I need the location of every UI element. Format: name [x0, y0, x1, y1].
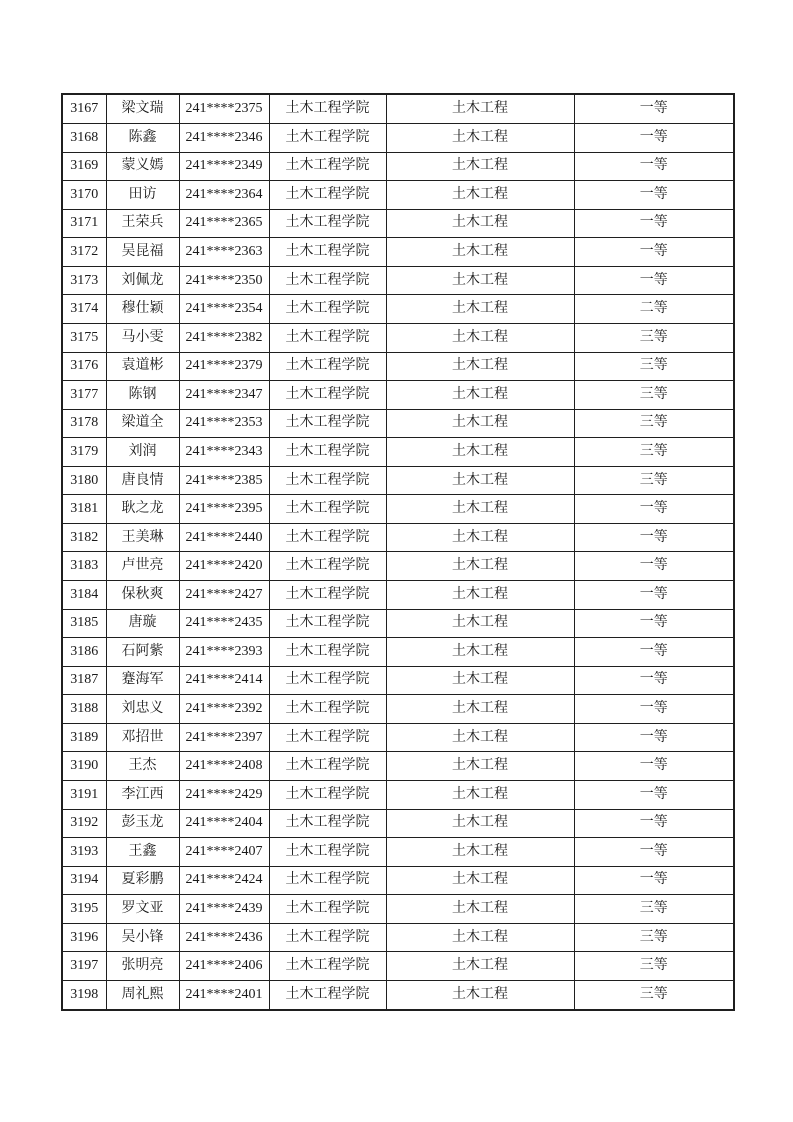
cell-name: 马小雯: [106, 323, 179, 352]
table-row: [62, 895, 734, 924]
cell-name: 王荣兵: [106, 209, 179, 238]
cell-award: 一等: [574, 609, 734, 638]
cell-award: 一等: [574, 523, 734, 552]
cell-award: 一等: [574, 181, 734, 210]
cell-index: 3189: [62, 723, 106, 752]
cell-id_masked: 241****2350: [179, 266, 269, 295]
cell-index: 3172: [62, 238, 106, 267]
cell-college: 土木工程学院: [269, 381, 386, 410]
cell-index: 3195: [62, 895, 106, 924]
cell-index: 3169: [62, 152, 106, 181]
table-row: [62, 352, 734, 381]
cell-award: 三等: [574, 409, 734, 438]
cell-index: 3194: [62, 866, 106, 895]
cell-major: 土木工程: [386, 838, 574, 867]
table-row: [62, 952, 734, 981]
cell-college: 土木工程学院: [269, 552, 386, 581]
cell-index: 3198: [62, 980, 106, 1010]
cell-name: 石阿紫: [106, 638, 179, 667]
cell-college: 土木工程学院: [269, 438, 386, 467]
cell-id_masked: 241****2354: [179, 295, 269, 324]
cell-id_masked: 241****2349: [179, 152, 269, 181]
cell-award: 一等: [574, 723, 734, 752]
cell-award: 一等: [574, 94, 734, 124]
cell-award: 三等: [574, 466, 734, 495]
cell-index: 3196: [62, 923, 106, 952]
table-row: [62, 209, 734, 238]
cell-id_masked: 241****2365: [179, 209, 269, 238]
cell-index: 3187: [62, 666, 106, 695]
cell-id_masked: 241****2347: [179, 381, 269, 410]
cell-index: 3188: [62, 695, 106, 724]
cell-name: 田访: [106, 181, 179, 210]
cell-college: 土木工程学院: [269, 809, 386, 838]
cell-name: 王鑫: [106, 838, 179, 867]
cell-id_masked: 241****2395: [179, 495, 269, 524]
cell-id_masked: 241****2382: [179, 323, 269, 352]
cell-major: 土木工程: [386, 866, 574, 895]
cell-name: 李江西: [106, 780, 179, 809]
cell-id_masked: 241****2392: [179, 695, 269, 724]
cell-major: 土木工程: [386, 466, 574, 495]
cell-award: 一等: [574, 552, 734, 581]
table-row: [62, 409, 734, 438]
cell-name: 穆仕颖: [106, 295, 179, 324]
cell-award: 一等: [574, 666, 734, 695]
cell-major: 土木工程: [386, 723, 574, 752]
table-row: [62, 381, 734, 410]
table-row: [62, 609, 734, 638]
cell-award: 一等: [574, 581, 734, 610]
cell-name: 吴昆福: [106, 238, 179, 267]
cell-college: 土木工程学院: [269, 609, 386, 638]
cell-index: 3184: [62, 581, 106, 610]
cell-index: 3197: [62, 952, 106, 981]
table-body: [62, 94, 734, 1010]
cell-award: 一等: [574, 752, 734, 781]
cell-index: 3180: [62, 466, 106, 495]
cell-award: 一等: [574, 266, 734, 295]
table-row: [62, 266, 734, 295]
cell-id_masked: 241****2436: [179, 923, 269, 952]
cell-college: 土木工程学院: [269, 980, 386, 1010]
cell-id_masked: 241****2435: [179, 609, 269, 638]
cell-major: 土木工程: [386, 552, 574, 581]
cell-index: 3174: [62, 295, 106, 324]
cell-major: 土木工程: [386, 181, 574, 210]
cell-index: 3176: [62, 352, 106, 381]
cell-major: 土木工程: [386, 923, 574, 952]
cell-major: 土木工程: [386, 780, 574, 809]
cell-name: 梁文瑞: [106, 94, 179, 124]
cell-index: 3190: [62, 752, 106, 781]
cell-index: 3191: [62, 780, 106, 809]
cell-major: 土木工程: [386, 695, 574, 724]
cell-index: 3170: [62, 181, 106, 210]
cell-college: 土木工程学院: [269, 409, 386, 438]
cell-college: 土木工程学院: [269, 952, 386, 981]
cell-name: 卢世亮: [106, 552, 179, 581]
cell-name: 梁道全: [106, 409, 179, 438]
table-row: [62, 638, 734, 667]
cell-id_masked: 241****2427: [179, 581, 269, 610]
cell-name: 刘佩龙: [106, 266, 179, 295]
cell-college: 土木工程学院: [269, 94, 386, 124]
cell-award: 一等: [574, 124, 734, 153]
cell-index: 3192: [62, 809, 106, 838]
cell-major: 土木工程: [386, 638, 574, 667]
cell-college: 土木工程学院: [269, 752, 386, 781]
table-row: [62, 695, 734, 724]
cell-award: 三等: [574, 323, 734, 352]
cell-major: 土木工程: [386, 438, 574, 467]
cell-index: 3182: [62, 523, 106, 552]
table-row: [62, 581, 734, 610]
cell-id_masked: 241****2379: [179, 352, 269, 381]
cell-name: 张明亮: [106, 952, 179, 981]
cell-college: 土木工程学院: [269, 923, 386, 952]
cell-name: 保秋爽: [106, 581, 179, 610]
table-row: [62, 866, 734, 895]
cell-award: 一等: [574, 695, 734, 724]
cell-award: 三等: [574, 980, 734, 1010]
cell-index: 3186: [62, 638, 106, 667]
cell-index: 3179: [62, 438, 106, 467]
cell-major: 土木工程: [386, 381, 574, 410]
table-row: [62, 438, 734, 467]
cell-college: 土木工程学院: [269, 523, 386, 552]
cell-major: 土木工程: [386, 609, 574, 638]
table-row: [62, 495, 734, 524]
cell-name: 王杰: [106, 752, 179, 781]
table-row: [62, 152, 734, 181]
cell-award: 一等: [574, 866, 734, 895]
cell-award: 一等: [574, 838, 734, 867]
cell-major: 土木工程: [386, 809, 574, 838]
table-row: [62, 94, 734, 124]
cell-award: 一等: [574, 495, 734, 524]
cell-id_masked: 241****2343: [179, 438, 269, 467]
cell-major: 土木工程: [386, 581, 574, 610]
table-row: [62, 523, 734, 552]
cell-name: 王美琳: [106, 523, 179, 552]
cell-index: 3181: [62, 495, 106, 524]
table-row: [62, 809, 734, 838]
table-row: [62, 238, 734, 267]
table-row: [62, 923, 734, 952]
cell-major: 土木工程: [386, 895, 574, 924]
cell-major: 土木工程: [386, 980, 574, 1010]
cell-id_masked: 241****2439: [179, 895, 269, 924]
cell-name: 吴小锋: [106, 923, 179, 952]
table-row: [62, 124, 734, 153]
cell-award: 三等: [574, 952, 734, 981]
cell-index: 3178: [62, 409, 106, 438]
cell-id_masked: 241****2406: [179, 952, 269, 981]
cell-award: 三等: [574, 923, 734, 952]
cell-index: 3177: [62, 381, 106, 410]
table-row: [62, 838, 734, 867]
cell-id_masked: 241****2440: [179, 523, 269, 552]
cell-college: 土木工程学院: [269, 209, 386, 238]
table-row: [62, 723, 734, 752]
cell-index: 3175: [62, 323, 106, 352]
cell-college: 土木工程学院: [269, 295, 386, 324]
cell-name: 唐璇: [106, 609, 179, 638]
table-row: [62, 752, 734, 781]
cell-college: 土木工程学院: [269, 895, 386, 924]
cell-name: 邓招世: [106, 723, 179, 752]
cell-major: 土木工程: [386, 352, 574, 381]
cell-college: 土木工程学院: [269, 695, 386, 724]
cell-college: 土木工程学院: [269, 352, 386, 381]
cell-id_masked: 241****2353: [179, 409, 269, 438]
cell-id_masked: 241****2404: [179, 809, 269, 838]
cell-major: 土木工程: [386, 323, 574, 352]
cell-major: 土木工程: [386, 238, 574, 267]
cell-id_masked: 241****2363: [179, 238, 269, 267]
cell-college: 土木工程学院: [269, 780, 386, 809]
table-row: [62, 980, 734, 1010]
table-row: [62, 295, 734, 324]
cell-index: 3171: [62, 209, 106, 238]
cell-award: 一等: [574, 809, 734, 838]
cell-id_masked: 241****2420: [179, 552, 269, 581]
cell-name: 夏彩鹏: [106, 866, 179, 895]
cell-index: 3185: [62, 609, 106, 638]
cell-index: 3167: [62, 94, 106, 124]
table-row: [62, 323, 734, 352]
cell-name: 罗文亚: [106, 895, 179, 924]
cell-major: 土木工程: [386, 409, 574, 438]
cell-major: 土木工程: [386, 94, 574, 124]
cell-id_masked: 241****2385: [179, 466, 269, 495]
cell-college: 土木工程学院: [269, 181, 386, 210]
cell-name: 蹇海军: [106, 666, 179, 695]
cell-index: 3168: [62, 124, 106, 153]
cell-id_masked: 241****2414: [179, 666, 269, 695]
cell-major: 土木工程: [386, 124, 574, 153]
cell-index: 3173: [62, 266, 106, 295]
table-row: [62, 466, 734, 495]
cell-award: 二等: [574, 295, 734, 324]
cell-name: 蒙义嫣: [106, 152, 179, 181]
table-row: [62, 181, 734, 210]
cell-name: 刘忠义: [106, 695, 179, 724]
cell-id_masked: 241****2393: [179, 638, 269, 667]
cell-name: 耿之龙: [106, 495, 179, 524]
cell-id_masked: 241****2397: [179, 723, 269, 752]
cell-name: 陈鑫: [106, 124, 179, 153]
cell-award: 一等: [574, 780, 734, 809]
cell-name: 周礼熙: [106, 980, 179, 1010]
cell-award: 三等: [574, 352, 734, 381]
cell-college: 土木工程学院: [269, 238, 386, 267]
table-row: [62, 666, 734, 695]
cell-college: 土木工程学院: [269, 723, 386, 752]
cell-college: 土木工程学院: [269, 666, 386, 695]
table-row: [62, 780, 734, 809]
cell-major: 土木工程: [386, 266, 574, 295]
cell-award: 三等: [574, 895, 734, 924]
cell-award: 三等: [574, 381, 734, 410]
cell-college: 土木工程学院: [269, 266, 386, 295]
cell-major: 土木工程: [386, 495, 574, 524]
cell-college: 土木工程学院: [269, 838, 386, 867]
cell-name: 陈钢: [106, 381, 179, 410]
cell-award: 一等: [574, 238, 734, 267]
cell-id_masked: 241****2424: [179, 866, 269, 895]
cell-major: 土木工程: [386, 295, 574, 324]
cell-college: 土木工程学院: [269, 124, 386, 153]
cell-college: 土木工程学院: [269, 866, 386, 895]
cell-award: 三等: [574, 438, 734, 467]
cell-award: 一等: [574, 152, 734, 181]
cell-award: 一等: [574, 638, 734, 667]
cell-id_masked: 241****2401: [179, 980, 269, 1010]
cell-college: 土木工程学院: [269, 495, 386, 524]
cell-college: 土木工程学院: [269, 581, 386, 610]
cell-major: 土木工程: [386, 752, 574, 781]
cell-award: 一等: [574, 209, 734, 238]
cell-id_masked: 241****2364: [179, 181, 269, 210]
cell-major: 土木工程: [386, 952, 574, 981]
cell-id_masked: 241****2375: [179, 94, 269, 124]
cell-college: 土木工程学院: [269, 638, 386, 667]
cell-major: 土木工程: [386, 666, 574, 695]
cell-college: 土木工程学院: [269, 466, 386, 495]
cell-major: 土木工程: [386, 152, 574, 181]
cell-name: 唐良情: [106, 466, 179, 495]
cell-id_masked: 241****2408: [179, 752, 269, 781]
cell-college: 土木工程学院: [269, 323, 386, 352]
table-row: [62, 552, 734, 581]
cell-name: 袁道彬: [106, 352, 179, 381]
cell-index: 3183: [62, 552, 106, 581]
cell-id_masked: 241****2429: [179, 780, 269, 809]
cell-major: 土木工程: [386, 523, 574, 552]
cell-index: 3193: [62, 838, 106, 867]
cell-major: 土木工程: [386, 209, 574, 238]
cell-id_masked: 241****2407: [179, 838, 269, 867]
cell-name: 彭玉龙: [106, 809, 179, 838]
cell-id_masked: 241****2346: [179, 124, 269, 153]
cell-college: 土木工程学院: [269, 152, 386, 181]
cell-name: 刘润: [106, 438, 179, 467]
scholarship-table: [61, 93, 735, 1011]
